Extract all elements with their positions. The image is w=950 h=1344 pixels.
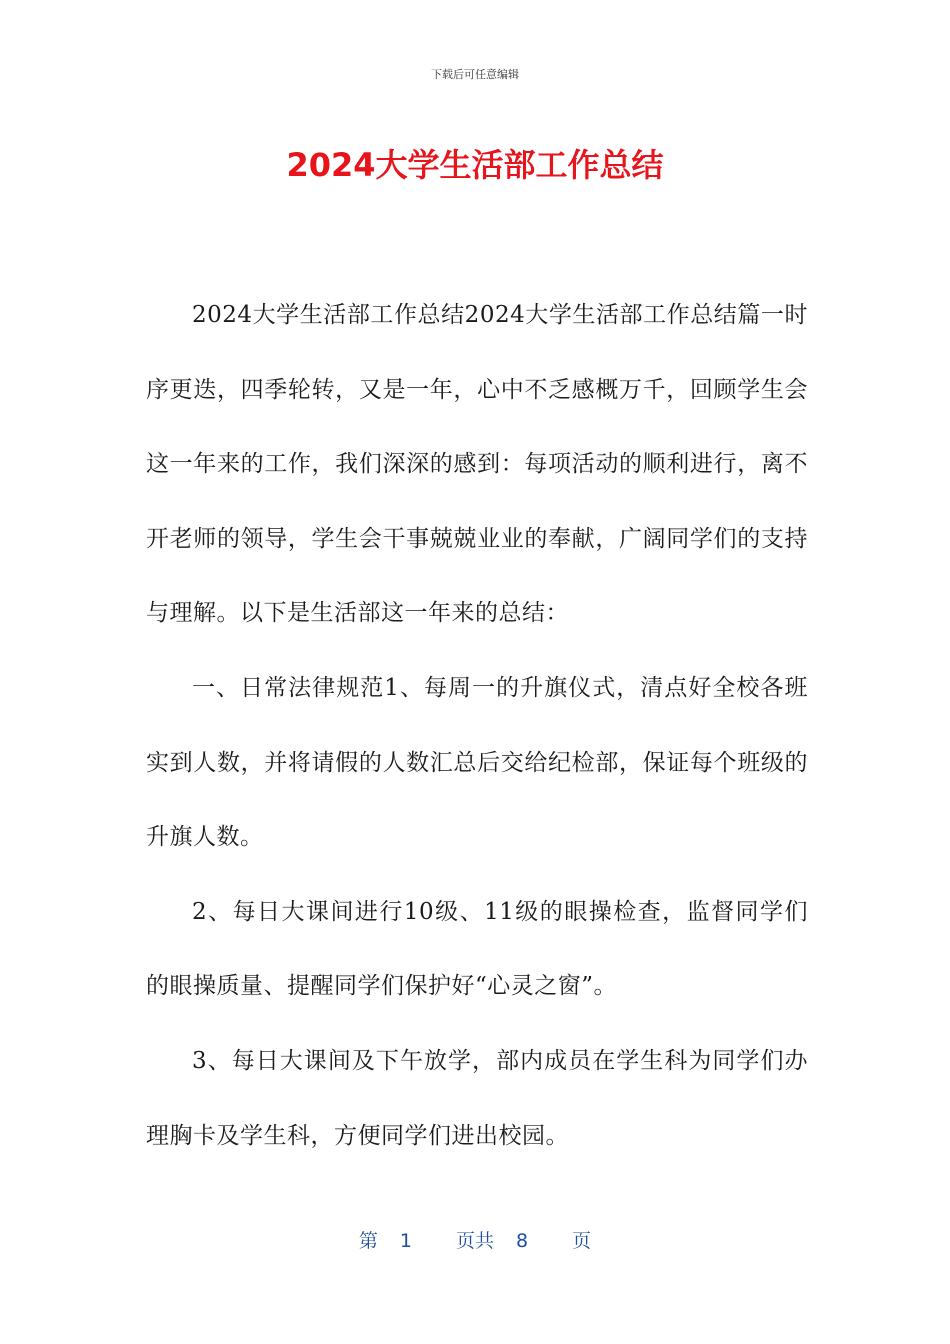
header-note: 下载后可任意编辑 [431,68,519,81]
page-label-suffix: 页 [572,1230,592,1252]
paragraph-item-3: 3、每日大课间及下午放学，部内成员在学生科为同学们办理胸卡及学生科，方便同学们进出校园。 [146,1047,808,1149]
page-footer [0,1226,950,1253]
document-body [146,278,808,1173]
page-current-number: 1 [399,1230,412,1252]
document-title: 2024大学生活部工作总结 [286,146,664,184]
page-label-middle: 页共 [455,1230,494,1252]
paragraph-intro: 2024大学生活部工作总结2024大学生活部工作总结篇一时序更迭，四季轮转，又是一年，心中不乏感概万千，回顾学生会这一年来的工作，我们深深的感到：每项活动的顺利进行，离不开老师的领导，学生会干事兢兢业业的奉献，广阔同学们的支持与理解。以下是生活部这一年来的总结： [146,302,808,627]
paragraph-item-2: 2、每日大课间进行10级、11级的眼操检查，监督同学们的眼操质量、提醒同学们保护好“心灵之窗”。 [146,898,808,1000]
page-label-prefix: 第 [358,1230,378,1252]
page-total-number: 8 [516,1230,529,1252]
paragraph-section-1: 一、日常法律规范1、每周一的升旗仪式，清点好全校各班实到人数，并将请假的人数汇总后交给纪检部，保证每个班级的升旗人数。 [146,674,808,851]
